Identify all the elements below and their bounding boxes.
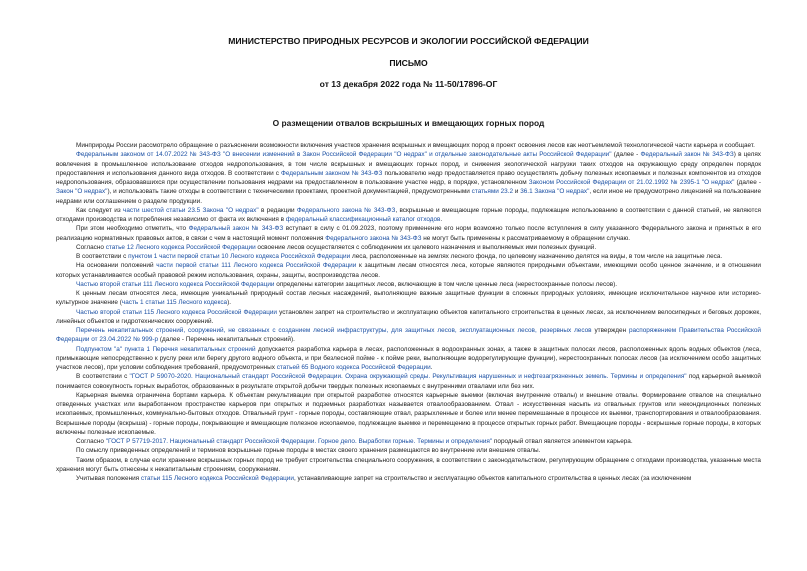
paragraph [56, 437, 761, 446]
document-link[interactable]: распоряжением Правительства Российской Федерации от 23.04.2022 № 999-р [56, 327, 761, 344]
paragraph-text: Как следует из [76, 206, 124, 214]
document-link[interactable]: Федеральный закон № 343-ФЗ [640, 151, 734, 159]
paragraph-text: . [440, 216, 443, 223]
document-link[interactable]: части первой статьи 111 Лесного кодекса Российской Федерации [156, 262, 357, 270]
paragraph-text: в редакции [258, 206, 297, 214]
document-link[interactable]: часть 1 статьи 115 Лесного кодекса [121, 299, 228, 307]
document-link[interactable]: статьи 23.5 Закона "О недрах" [166, 206, 259, 214]
paragraph-text: утвержден [591, 327, 629, 334]
document-link[interactable]: Закон "О недрах" [56, 188, 108, 196]
paragraph [56, 326, 761, 345]
paragraph-text: под карьерной выемкой понимается совокупность горных выработок, образованных в результате открытой добычи твердых полезных ископаемых с внутренними отвалами или без них. [56, 373, 761, 390]
paragraph-text: В соответствии с [76, 373, 130, 381]
paragraph-text: определены категории защитных лесов, включающие в том числе ценные леса (нерестоохранные полосы лесов). [274, 280, 618, 288]
document-link[interactable]: части шестой [123, 206, 164, 214]
document-link[interactable]: Перечень некапитальных строений, сооружений, не связанных с созданием лесной инфраструктуры, для защитных лесов, эксплуатационных лесов, резервных лесов [76, 327, 592, 334]
document-link[interactable]: Федерального закона № 343-ФЗ [325, 234, 422, 242]
paragraph-text: Учитывая положения [76, 475, 141, 482]
ministry-heading: МИНИСТЕРСТВО ПРИРОДНЫХ РЕСУРСОВ И ЭКОЛОГИИ РОССИЙСКОЙ ФЕДЕРАЦИИ [228, 36, 589, 46]
paragraph [56, 391, 761, 437]
paragraph-text: (далее - [611, 151, 641, 159]
document-link[interactable]: пунктом 1 части первой статьи 10 Лесного кодекса Российской Федерации [128, 253, 351, 260]
paragraph-text: (далее - [734, 179, 761, 186]
document-link[interactable]: федеральный классификационный каталог отходов [285, 216, 441, 223]
document-link[interactable]: 36.1 Закона "О недрах" [520, 188, 590, 196]
paragraph-text: По смыслу приведенных определений и терминов вскрышные горные породы в местах своего хранения размещаются во внутренние или внешние отвалы. [76, 447, 541, 455]
paragraph [56, 243, 761, 252]
document-link[interactable]: Федеральным законом от 14.07.2022 № 343-ФЗ "О внесении изменений в Закон Российской Федерации "О недрах" и отдельные законодательные акты Российской Федерации" [76, 151, 612, 159]
document-body [56, 141, 761, 483]
document-link[interactable]: Частью второй статьи 111 Лесного кодекса Российской Федерации [76, 280, 275, 288]
paragraph-text: и [513, 188, 521, 196]
paragraph [56, 252, 761, 261]
paragraph-text: Таким образом, в случае если хранение вскрышных горных пород не требует строительства специального сооружения, в соответствии с законодательством, регулирующим обращение с отходами производства, указанные места хранения могут быть отнесены к некапитальным строениям, сооружениям. [56, 456, 761, 473]
paragraph-text: породный отвал является элементом карьера. [492, 438, 633, 445]
paragraph [56, 456, 761, 475]
paragraph-text: пользователю недр предоставляется право осуществлять добычу полезных ископаемых и полезных компонентов из отходов недропользования, образовавшихся при осуществлении пользования недрами на предоставленном в пользование участке недр, в порядке, установленном [56, 169, 761, 186]
document-link[interactable]: "ГОСТ Р 59070-2020. Национальный стандарт Российской Федерации. Охрана окружающей среды. Рекультивация нарушенных и нефтезагрязненных земель. Термины и определения" [129, 373, 687, 381]
paragraph [56, 372, 761, 391]
paragraph-text: Согласно [76, 438, 106, 445]
date-number-heading: от 13 декабря 2022 года № 11-50/17896-ОГ [319, 79, 498, 89]
document-link[interactable]: статье 12 Лесного кодекса Российской Федерации [105, 243, 256, 251]
paragraph [56, 446, 761, 455]
paragraph-text: На основании положений [76, 262, 157, 270]
paragraph [56, 261, 761, 280]
paragraph-text: к защитным лесам относятся леса, которые являются природными объектами, имеющими особо ценное значение, и в отношении которых устанавливается особый правовой режим использования, охраны, защиты, воспроизводства лесов. [56, 262, 761, 279]
doc-type-heading: ПИСЬМО [389, 58, 428, 68]
paragraph [56, 224, 761, 243]
document-link[interactable]: Федеральным законом № 343-ФЗ [280, 169, 383, 177]
paragraph-text: леса, расположенные на землях лесного фонда, по целевому назначению делятся на виды, в том числе на защитные леса. [350, 253, 723, 260]
paragraph [56, 141, 761, 150]
document-link[interactable]: Подпунктом "а" пункта 1 Перечня некапитальных строений [76, 345, 256, 353]
paragraph [56, 308, 761, 327]
document-link[interactable]: Федерального закона № 343-ФЗ [296, 206, 396, 214]
document-link[interactable]: Федеральный закон № 343-ФЗ [188, 225, 284, 233]
document-link[interactable]: статьи 115 Лесного кодекса Российской Федерации [140, 475, 294, 482]
paragraph-text: не могут быть применены к рассматриваемому в обращении случаю. [421, 234, 631, 242]
paragraph-text: ). [227, 299, 231, 307]
paragraph-text: допускается разработка карьера в лесах, расположенных в водоохранных зонах, а также в защитных полосах лесов, расположенных вдоль водных объектов (леса, примыкающие непосредственно к руслу реки или берегу другого водного объекта, и при безлесной пойме - к пойме реки, выполняющие водорегулирующие функции), нерестоохранных полосах лесов (за исключением особо защитных участков лесов), при условии соблюдения требований, предусмотренных [56, 345, 761, 371]
paragraph-text: Карьерная выемка ограничена бортами карьера. К объектам рекультивации при открытой разработке относятся карьерные выемки (включая внутренние отвалы) и внешние отвалы. Формирование отвалов на специально отведенных участках или выработанном пространстве карьеров при открытых и подземных разработках называется отвалообразованием. Отвал - искусственная насыпь из отвальных грунтов или некондиционных полезных ископаемых, промышленных, коммунально-бытовых отходов. Отвальный грунт - горные породы, составляющие отвал, разрыхленные и более или менее перемешанные в процессе их выемки, транспортирования и отвалообразования. Вскрышные породы (вскрыша) - горные породы, покрывающие и вмещающие полезное ископаемое, подлежащие выемке и перемещению в процессе открытых горных работ. Вмещающие породы - вскрышные горные породы, в которых включены полезные ископаемые. [56, 391, 761, 436]
paragraph-text: , устанавливающие запрет на строительство и эксплуатацию объектов капитального строительства в ценных лесах (за исключением [293, 475, 692, 482]
paragraph-text: При этом необходимо отметить, что [76, 225, 189, 233]
paragraph [56, 150, 761, 206]
paragraph-text: Согласно [76, 243, 106, 251]
paragraph [56, 280, 761, 289]
paragraph-text: , если иное не предусмотрено лицензией на пользование недрами или соглашением о разделе продукции. [56, 188, 762, 205]
document-link[interactable]: Законом Российской Федерации от 21.02.1992 № 2395-1 "О недрах" [528, 179, 735, 186]
paragraph-text: , вскрышные и вмещающие горные породы, подлежащие использованию в соответствии с данной статьей, не являются отходами производства и потребления независимо от факта их включения в [56, 206, 761, 223]
paragraph-text: . [430, 364, 433, 371]
paragraph-text: В соответствии с [76, 253, 129, 260]
paragraph-text: ), и использовать такие отходы в соответствии с техническими проектами, проектной документацией, предусмотренными [107, 188, 472, 196]
paragraph [56, 345, 761, 373]
document-link[interactable]: статьей 65 Водного кодекса Российской Федерации [276, 364, 431, 371]
paragraph-text: вступает в силу с 01.09.2023, поэтому применение его норм возможно только после вступления в силу указанного Федерального закона и принятых в его реализацию нормативных правовых актов, в связи с чем в настоящий момент положения [56, 225, 761, 242]
document-link[interactable]: статьями 23.2 [471, 188, 514, 196]
document-title: О размещении отвалов вскрышных и вмещающих горных пород [272, 118, 545, 128]
paragraph-text: освоение лесов осуществляется с соблюдением их целевого назначения и выполняемых ими полезных функций. [255, 243, 597, 251]
paragraph [56, 206, 761, 225]
paragraph-text: Минприроды России рассмотрело обращение о разъяснении возможности включения участков хранения вскрышных и вмещающих пород в проект освоения лесов как неотъемлемой технологической части карьера и сообщает. [76, 142, 755, 149]
paragraph [56, 474, 761, 483]
paragraph-text: ) в целях вовлечения в промышленное использование отходов недропользования, в том числе вскрышных и вмещающих горных пород, и снижения экологической нагрузки таких отходов на окружающую среду определен порядок предоставления и использования данного вида отходов. В соответствии с [56, 151, 761, 177]
paragraph [56, 289, 761, 308]
paragraph-text: (далее - Перечень некапитальных строений). [158, 336, 295, 344]
paragraph-text: установлен запрет на строительство и эксплуатацию объектов капитального строительства в ценных лесах, за исключением велосипедных и беговых дорожек, линейных объектов и гидротехнических сооружений. [56, 308, 761, 325]
document-link[interactable]: "ГОСТ Р 57719-2017. Национальный стандарт Российской Федерации. Горное дело. Выработки горные. Термины и определения" [105, 438, 493, 445]
paragraph-text: К ценным лесам относятся леса, имеющие уникальный природный состав лесных насаждений, выполняющие важные защитные функции в сложных природных условиях, имеющие исключительное научное или историко-культурное значение ( [56, 290, 761, 307]
document-link[interactable]: Частью второй статьи 115 Лесного кодекса Российской Федерации [76, 308, 278, 316]
